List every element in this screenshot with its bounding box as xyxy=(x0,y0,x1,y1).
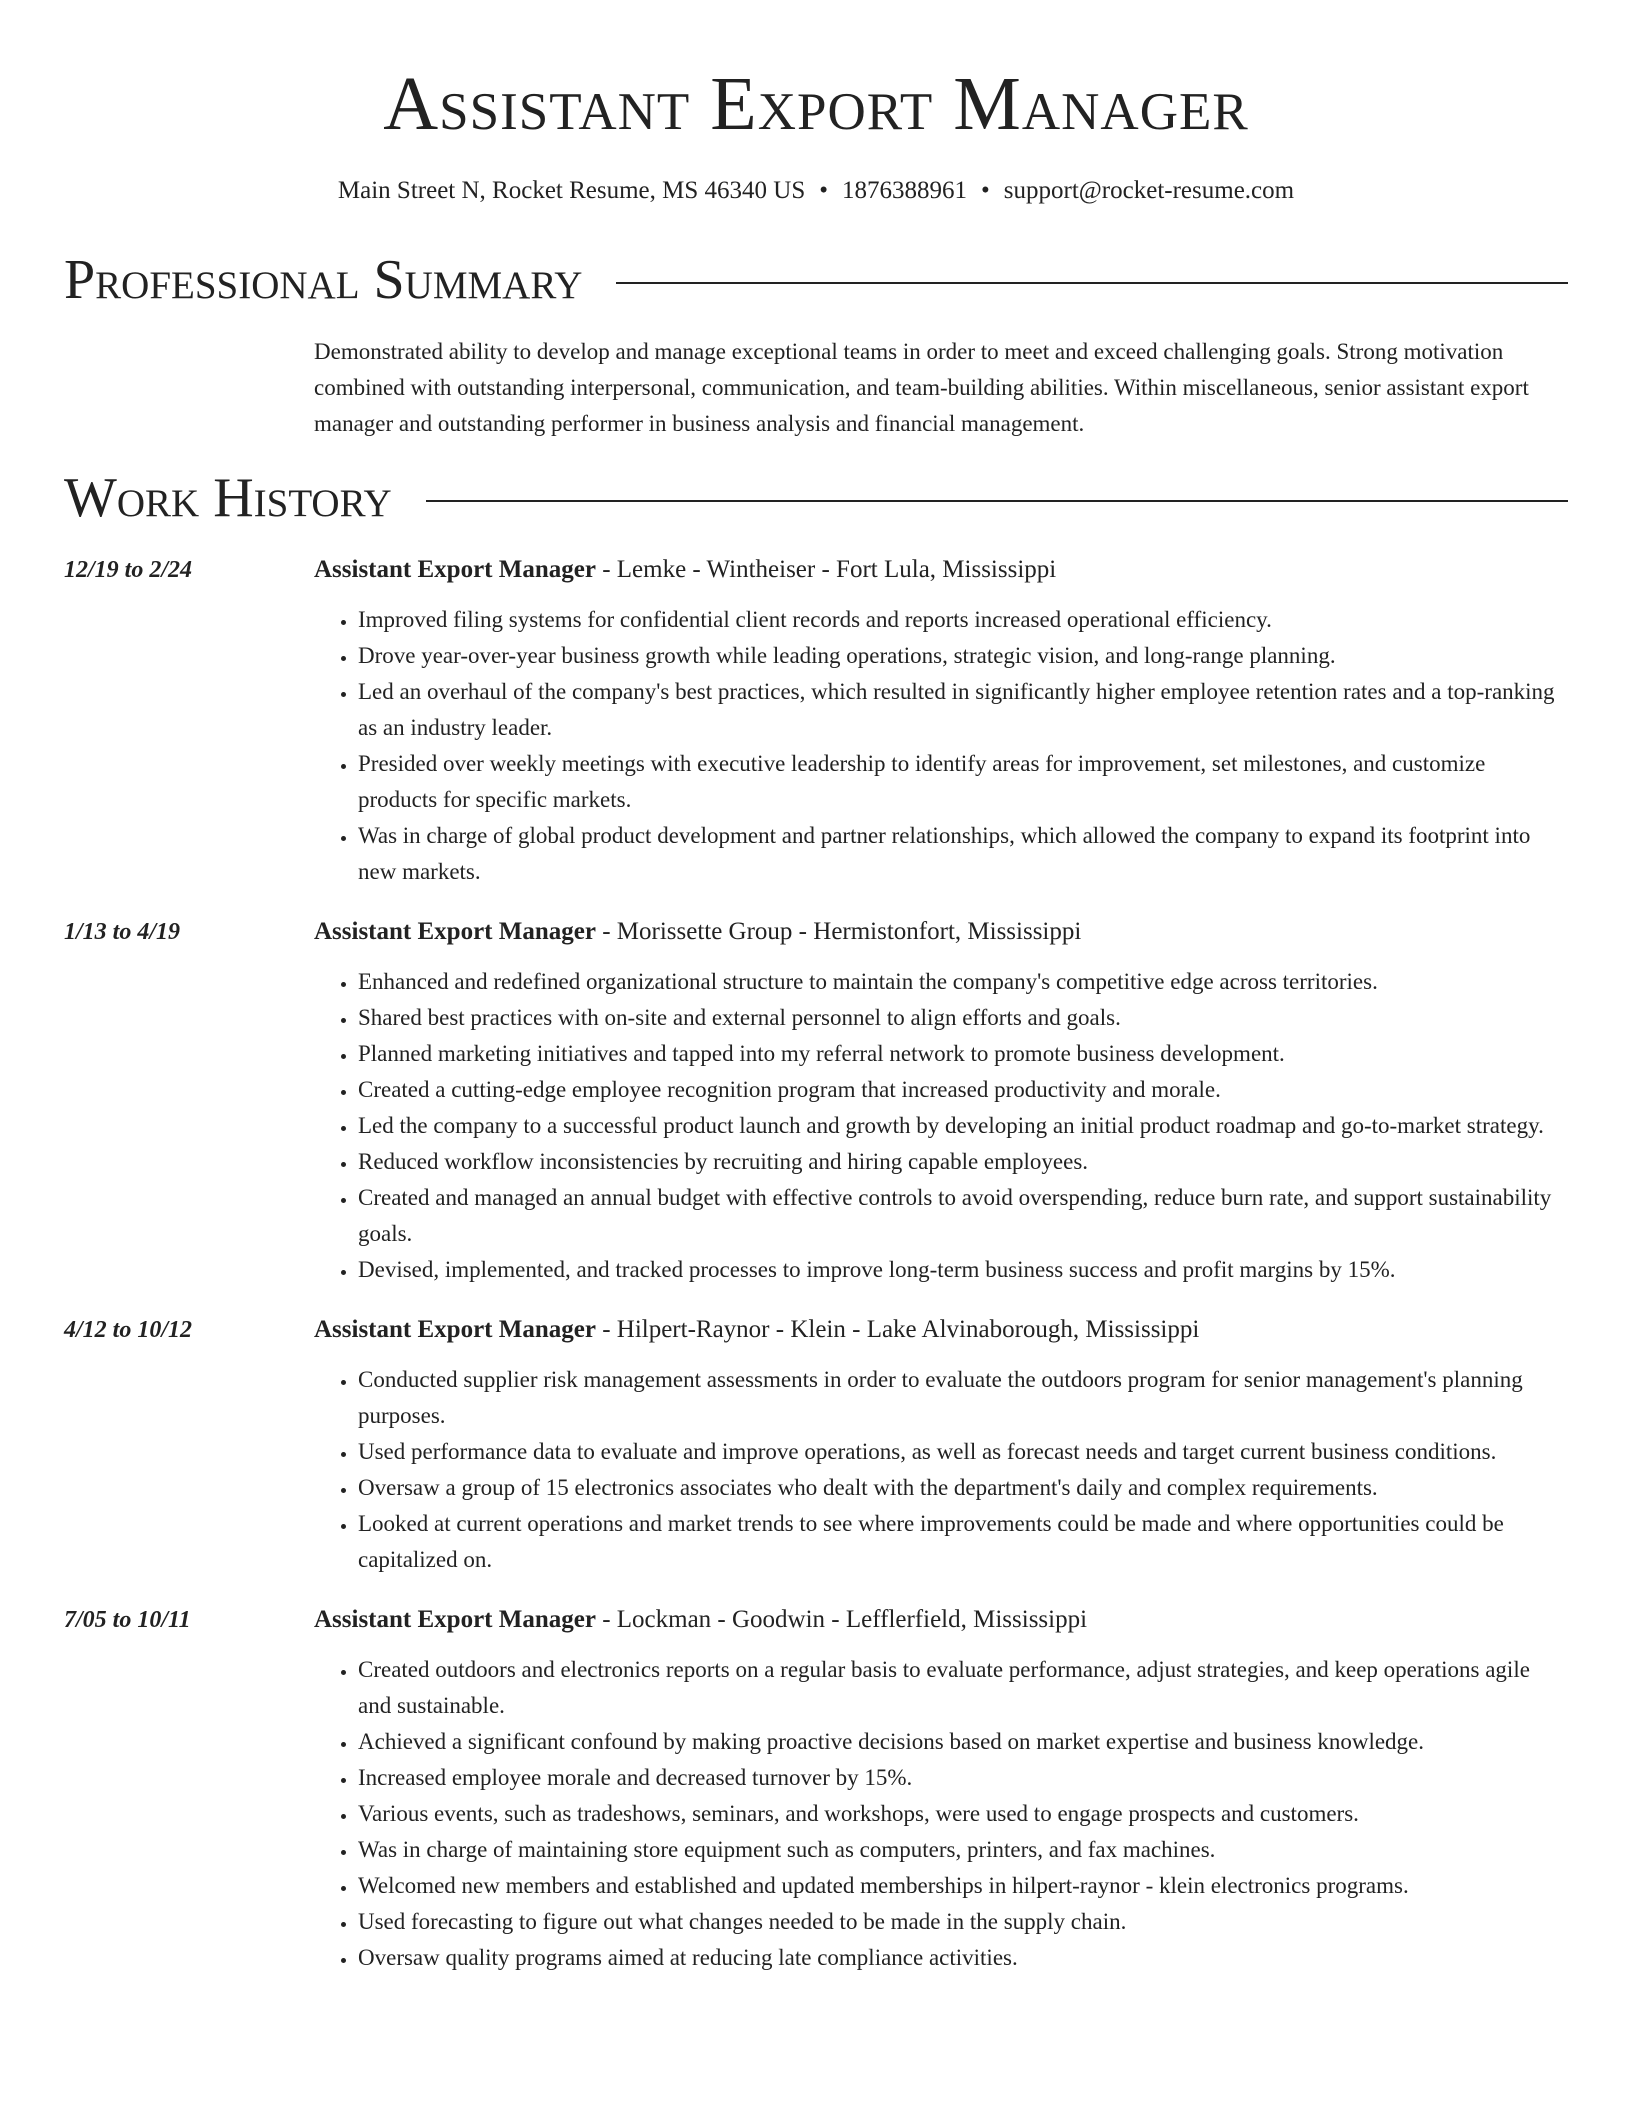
job-entry xyxy=(64,914,1568,1288)
job-title-line xyxy=(314,1602,1568,1638)
email: support@rocket-resume.com xyxy=(1003,177,1295,204)
separator-dot: • xyxy=(819,177,829,204)
list-item: • Welcomed new members and established and updated memberships in hilpert-raynor - klein electronics programs. xyxy=(358,1868,1568,1904)
job-company: - Morissette Group - Hermistonfort, Mississippi xyxy=(595,918,1082,945)
list-item: • Looked at current operations and market trends to see where improvements could be made and where opportunities could be capitalized on. xyxy=(358,1506,1568,1578)
list-item: • Oversaw quality programs aimed at reducing late compliance activities. xyxy=(358,1940,1568,1976)
job-company: - Hilpert-Raynor - Klein - Lake Alvinaborough, Mississippi xyxy=(595,1316,1200,1343)
job-body xyxy=(314,914,1568,1288)
list-item: • Used performance data to evaluate and improve operations, as well as forecast needs and target current business conditions. xyxy=(358,1434,1568,1470)
contact-line xyxy=(64,174,1568,208)
list-item: • Drove year-over-year business growth while leading operations, strategic vision, and long-range planning. xyxy=(358,638,1568,674)
job-title-line xyxy=(314,552,1568,588)
job-role: Assistant Export Manager xyxy=(314,1316,596,1343)
list-item: • Created a cutting-edge employee recognition program that increased productivity and morale. xyxy=(358,1072,1568,1108)
job-entry xyxy=(64,1312,1568,1578)
job-dates: 4/12 to 10/12 xyxy=(64,1317,193,1343)
job-bullets xyxy=(314,1652,1568,1976)
job-bullets xyxy=(314,1362,1568,1578)
list-item: • Was in charge of global product development and partner relationships, which allowed the company to expand its footprint into new markets. xyxy=(358,818,1568,890)
list-item: • Various events, such as tradeshows, seminars, and workshops, were used to engage prospects and customers. xyxy=(358,1796,1568,1832)
summary-section-header xyxy=(64,248,1568,312)
job-company: - Lockman - Goodwin - Lefflerfield, Mississippi xyxy=(595,1606,1088,1633)
list-item: • Oversaw a group of 15 electronics associates who dealt with the department's daily and complex requirements. xyxy=(358,1470,1568,1506)
list-item: • Enhanced and redefined organizational structure to maintain the company's competitive edge across territories. xyxy=(358,964,1568,1000)
list-item: • Used forecasting to figure out what changes needed to be made in the supply chain. xyxy=(358,1904,1568,1940)
job-bullets xyxy=(314,964,1568,1288)
job-title-line xyxy=(314,914,1568,950)
job-entry xyxy=(64,1602,1568,1976)
list-item: • Increased employee morale and decreased turnover by 15%. xyxy=(358,1760,1568,1796)
separator-dot: • xyxy=(981,177,990,204)
section-divider xyxy=(616,282,1568,284)
job-body xyxy=(314,1602,1568,1976)
list-item: • Achieved a significant confound by making proactive decisions based on market expertise and business knowledge. xyxy=(358,1724,1568,1760)
list-item: • Improved filing systems for confidential client records and reports increased operational efficiency. xyxy=(358,602,1568,638)
job-title-line xyxy=(314,1312,1568,1348)
section-title-summary: Professional Summary xyxy=(64,249,583,311)
job-entry xyxy=(64,552,1568,890)
list-item: • Was in charge of maintaining store equipment such as computers, printers, and fax machines. xyxy=(358,1832,1568,1868)
list-item: • Conducted supplier risk management assessments in order to evaluate the outdoors program for senior management's planning purposes. xyxy=(358,1362,1568,1434)
job-body xyxy=(314,552,1568,890)
phone: 1876388961 xyxy=(842,177,968,204)
job-dates: 1/13 to 4/19 xyxy=(64,919,181,945)
job-role: Assistant Export Manager xyxy=(314,1606,596,1633)
work-history-list xyxy=(64,552,1568,1976)
job-role: Assistant Export Manager xyxy=(314,918,596,945)
job-company: - Lemke - Wintheiser - Fort Lula, Mississippi xyxy=(595,556,1057,583)
section-divider xyxy=(426,500,1568,502)
section-title-work: Work History xyxy=(64,467,392,529)
list-item: • Presided over weekly meetings with executive leadership to identify areas for improvement, set milestones, and customize products for specific markets. xyxy=(358,746,1568,818)
job-bullets xyxy=(314,602,1568,890)
list-item: • Devised, implemented, and tracked processes to improve long-term business success and profit margins by 15%. xyxy=(358,1252,1568,1288)
work-section-header xyxy=(64,466,1568,530)
candidate-name: Assistant Export Manager xyxy=(383,62,1249,146)
list-item: • Shared best practices with on-site and external personnel to align efforts and goals. xyxy=(358,1000,1568,1036)
list-item: • Led the company to a successful product launch and growth by developing an initial product roadmap and go-to-market strategy. xyxy=(358,1108,1568,1144)
list-item: • Reduced workflow inconsistencies by recruiting and hiring capable employees. xyxy=(358,1144,1568,1180)
address: Main Street N, Rocket Resume, MS 46340 US xyxy=(337,177,806,204)
job-dates: 7/05 to 10/11 xyxy=(64,1607,191,1633)
list-item: • Created and managed an annual budget with effective controls to avoid overspending, reduce burn rate, and support sustainability goals. xyxy=(358,1180,1568,1252)
job-dates: 12/19 to 2/24 xyxy=(64,557,193,583)
list-item: • Planned marketing initiatives and tapped into my referral network to promote business development. xyxy=(358,1036,1568,1072)
list-item: • Led an overhaul of the company's best practices, which resulted in significantly higher employee retention rates and a top-ranking as an industry leader. xyxy=(358,674,1568,746)
summary-text: Demonstrated ability to develop and manage exceptional teams in order to meet and exceed challenging goals. Strong motivation combined with outstanding interpersonal, communication, and team-building abilities. Within miscellaneous, senior assistant export manager and outstanding performer in business analysis and financial management. xyxy=(314,339,1529,436)
job-body xyxy=(314,1312,1568,1578)
job-role: Assistant Export Manager xyxy=(314,556,596,583)
list-item: • Created outdoors and electronics reports on a regular basis to evaluate performance, adjust strategies, and keep operations agile and sustainable. xyxy=(358,1652,1568,1724)
